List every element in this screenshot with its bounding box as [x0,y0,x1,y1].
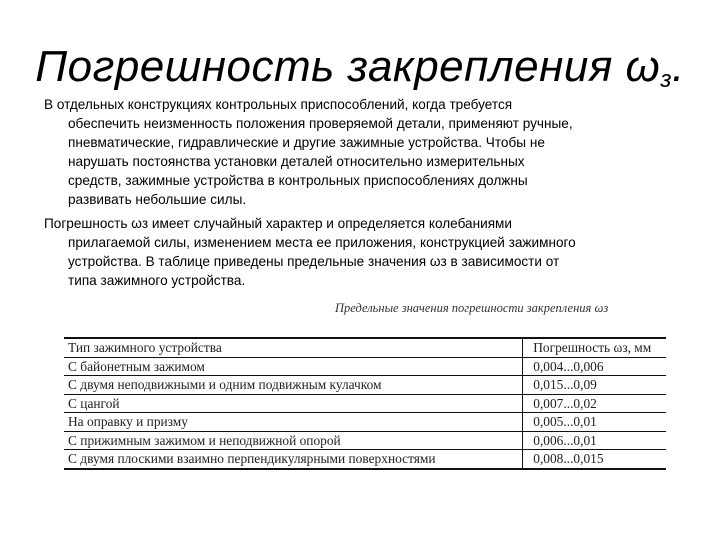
paragraph-line: пневматические, гидравлические и другие зажимные устройства. Чтобы не [68,135,545,150]
cell-error-value: 0,005...0,01 [523,413,666,432]
title-main: Погрешность закрепления ω [35,42,661,91]
clamping-error-table [64,337,666,470]
paragraph-line: развивать небольшие силы. [68,192,247,207]
cell-error-value: 0,008...0,015 [523,450,666,469]
table-header-row [64,338,666,357]
paragraph-line: Погрешность ωз имеет случайный характер и определяется колебаниями [44,216,513,231]
title-end: . [671,42,685,91]
cell-error-value: 0,006...0,01 [523,431,666,450]
title-subscript: з [660,66,672,93]
cell-device-type: С цангой [64,394,523,413]
paragraph-line: В отдельных конструкциях контрольных приспособлений, когда требуется [44,97,513,112]
paragraph-line: устройства. В таблице приведены предельные значения ωз в зависимости от [68,254,560,269]
paragraph-clamping-devices [44,95,684,209]
paragraph-line: обеспечить неизменность положения проверяемой детали, применяют ручные, [68,116,573,131]
cell-device-type: С байонетным зажимом [64,357,523,376]
slide-title [0,42,720,94]
paragraph-line: типа зажимного устройства. [68,273,246,288]
table-row [64,450,666,469]
cell-device-type: С двумя плоскими взаимно перпендикулярными поверхностями [64,450,523,469]
table-row [64,431,666,450]
paragraph-line: прилагаемой силы, изменением места ее приложения, конструкцией зажимного [68,235,576,250]
table-row [64,357,666,376]
table-row [64,394,666,413]
cell-error-value: 0,007...0,02 [523,394,666,413]
cell-device-type: С прижимным зажимом и неподвижной опорой [64,431,523,450]
table-row [64,413,666,432]
paragraph-line: нарушать постоянства установки деталей относительно измерительных [68,154,525,169]
column-header-error: Погрешность ωз, мм [523,338,666,357]
cell-error-value: 0,004...0,006 [523,357,666,376]
paragraph-line: средств, зажимные устройства в контрольных приспособлениях должны [68,173,528,188]
table-row [64,376,666,395]
paragraph-error-nature [44,214,684,290]
column-header-device-type: Тип зажимного устройства [64,338,523,357]
cell-device-type: С двумя неподвижными и одним подвижным кулачком [64,376,523,395]
cell-error-value: 0,015...0,09 [523,376,666,395]
cell-device-type: На оправку и призму [64,413,523,432]
table-caption: Предельные значения погрешности закрепления ωз [335,301,609,315]
